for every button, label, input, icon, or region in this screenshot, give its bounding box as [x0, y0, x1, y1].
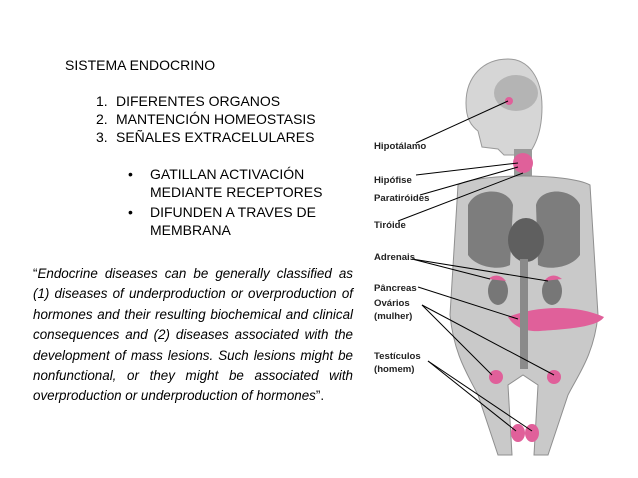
list-item: [96, 92, 316, 110]
left-testis: [511, 424, 525, 442]
bullet-mark: •: [128, 204, 133, 220]
label-testiculos: Testículos: [374, 351, 421, 362]
label-ovarios: Ovários: [374, 298, 410, 309]
numbered-list: [96, 92, 316, 146]
left-kidney: [488, 277, 508, 305]
label-mulher: (mulher): [374, 311, 413, 322]
list-number: 2.: [96, 111, 108, 127]
quote-body: Endocrine diseases can be generally classified as (1) diseases of underproduction or overproduction of hormones and their resulting biochemical and clinical consequences and (2) diseases associated with the development of mass lesions. Such lesions might be nonfunctional, or they might be associated with overproduction or underproduction of hormones: [33, 266, 353, 404]
quote-paragraph: [33, 264, 353, 407]
slide-title: SISTEMA ENDOCRINO: [65, 57, 216, 73]
right-kidney: [542, 277, 562, 305]
label-paratiroides: Paratiróides: [374, 193, 430, 204]
label-adrenais: Adrenais: [374, 252, 416, 263]
list-item: [96, 110, 316, 128]
label-hipotalamo: Hipotálamo: [374, 141, 427, 152]
bullet-list: [128, 165, 365, 241]
bullet-mark: •: [128, 166, 133, 182]
bullet-text: GATILLAN ACTIVACIÓN MEDIANTE RECEPTORES: [150, 166, 323, 200]
left-lung: [468, 192, 513, 268]
label-tiroide: Tiróide: [374, 220, 406, 231]
bullet-item: [128, 165, 365, 201]
list-text: SEÑALES EXTRACELULARES: [116, 129, 315, 145]
label-pancreas: Pâncreas: [374, 283, 417, 294]
list-number: 1.: [96, 93, 108, 109]
bullet-item: [128, 203, 365, 239]
list-item: [96, 128, 316, 146]
heart: [508, 218, 544, 262]
list-number: 3.: [96, 129, 108, 145]
brain: [494, 75, 538, 111]
right-testis: [525, 424, 539, 442]
pituitary-gland: [505, 97, 513, 105]
label-hipofise: Hipófise: [374, 175, 412, 186]
quote-open: “: [33, 266, 38, 281]
leader-line: [416, 163, 518, 175]
label-homem: (homem): [374, 364, 415, 375]
endocrine-system-illustration: [358, 55, 626, 465]
bullet-text: DIFUNDEN A TRAVES DE MEMBRANA: [150, 204, 316, 238]
left-ovary: [489, 370, 503, 384]
list-text: MANTENCIÓN HOMEOSTASIS: [116, 111, 316, 127]
aorta: [520, 259, 528, 369]
list-text: DIFERENTES ORGANOS: [116, 93, 281, 109]
right-lung: [536, 192, 580, 268]
quote-close: ”.: [315, 388, 325, 404]
